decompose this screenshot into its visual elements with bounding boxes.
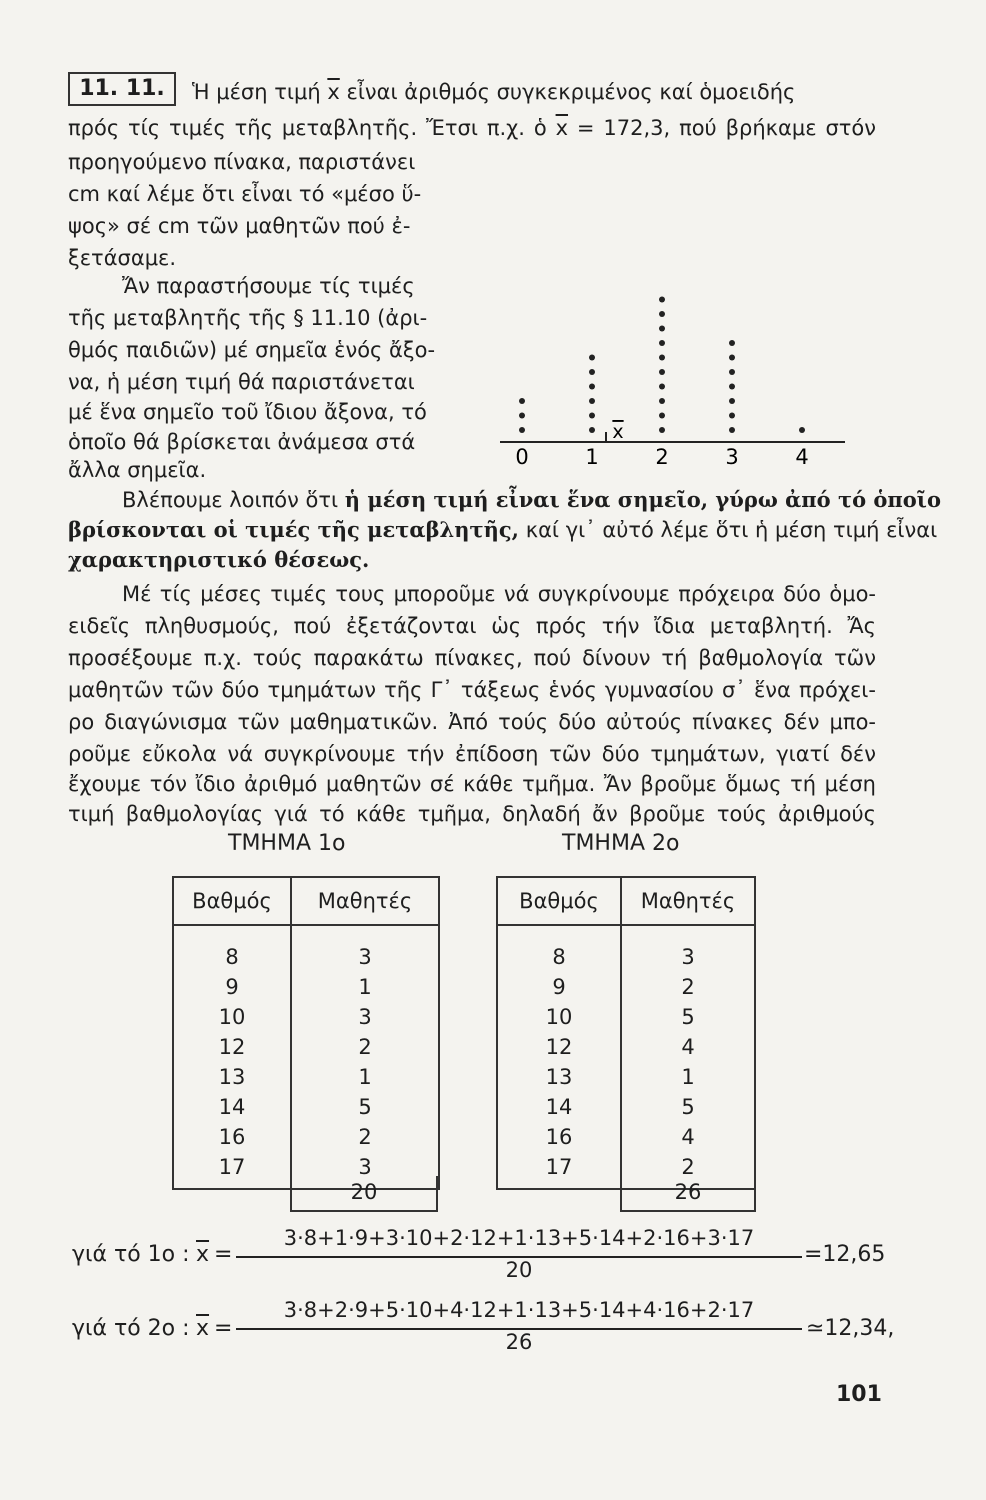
data-dot (659, 384, 665, 390)
grade-cell: 17 (497, 1152, 621, 1189)
formula-1-equals: = (214, 1242, 233, 1267)
col-header-grade: Βαθμός (173, 877, 291, 925)
data-dot (659, 340, 665, 346)
line14-normal: Βλέπουμε λοιπόν ὅτι (122, 488, 339, 512)
axis-tick-label: 0 (515, 445, 529, 469)
table2-total: 26 (620, 1176, 756, 1212)
col-header-students: Μαθητές (291, 877, 439, 925)
grade-cell: 9 (497, 972, 621, 1002)
grade-cell: 9 (173, 972, 291, 1002)
data-dot (729, 340, 735, 346)
formula-2-result: ≃12,34, (806, 1316, 895, 1341)
data-dot (659, 413, 665, 419)
data-dot (729, 384, 735, 390)
grade-cell: 12 (173, 1032, 291, 1062)
intro-line-1 (192, 78, 795, 106)
data-dot (659, 398, 665, 404)
para2-line-6: ροῦμε εὔκολα νά συγκρίνουμε τήν ἐπίδοση τῶν δύο τμημάτων, γιατί δέν (68, 742, 876, 766)
text-line-8: τῆς μεταβλητῆς τῆς § 11.10 (ἀρι- (68, 306, 428, 330)
count-cell: 3 (621, 925, 755, 972)
data-dot (589, 427, 595, 433)
data-dot (659, 311, 665, 317)
para2-line-3: προσέξουμε π.χ. τούς παρακάτω πίνακες, πού δίνουν τή βαθμολογία τῶν (68, 646, 876, 670)
count-cell: 5 (291, 1092, 439, 1122)
formula-1-label: γιά τό 1ο : (72, 1242, 190, 1267)
text-line-14 (122, 486, 941, 514)
data-dot (729, 413, 735, 419)
text-line-7: Ἄν παραστήσουμε τίς τιμές (122, 274, 415, 298)
axis-tick-label: 4 (795, 445, 809, 469)
col-header-students: Μαθητές (621, 877, 755, 925)
text-line-5: ψος» σέ cm τῶν μαθητῶν πού ἐ- (68, 214, 411, 238)
grade-cell: 8 (173, 925, 291, 972)
grade-cell: 14 (173, 1092, 291, 1122)
count-cell: 2 (621, 972, 755, 1002)
text-line-11: μέ ἕνα σημεῖο τοῦ ἴδιου ἄξονα, τό (68, 400, 427, 424)
text-line-6: ξετάσαμε. (68, 246, 177, 270)
count-cell: 1 (291, 972, 439, 1002)
text-line-16: χαρακτηριστικό θέσεως. (68, 547, 370, 572)
formula-1-numerator: 3·8+1·9+3·10+2·12+1·13+5·14+2·16+3·17 (283, 1226, 755, 1250)
formula-2-denominator: 26 (505, 1330, 533, 1354)
grade-cell: 12 (497, 1032, 621, 1062)
text-line-13: ἄλλα σημεῖα. (68, 458, 207, 482)
grade-cell: 17 (173, 1152, 291, 1189)
data-dot (729, 398, 735, 404)
count-cell: 4 (621, 1122, 755, 1152)
data-dot (519, 413, 525, 419)
para2-line-2: ειδεῖς πληθυσμούς, πού ἐξετάζονται ὡς πρός τήν ἴδια μεταβλητή. Ἄς (68, 614, 876, 638)
line14-bold: ἡ μέση τιμή εἶναι ἕνα σημεῖο, γύρω ἀπό τό ὁποῖο (344, 487, 941, 512)
data-dot (519, 427, 525, 433)
grade-cell: 10 (497, 1002, 621, 1032)
formula-1-denominator: 20 (505, 1258, 533, 1282)
formula-2-numerator: 3·8+2·9+5·10+4·12+1·13+5·14+4·16+2·17 (283, 1298, 755, 1322)
data-dot (589, 398, 595, 404)
col-header-grade: Βαθμός (497, 877, 621, 925)
grade-cell: 8 (497, 925, 621, 972)
count-cell: 4 (621, 1032, 755, 1062)
grade-cell: 16 (173, 1122, 291, 1152)
formula-2-label: γιά τό 2ο : (72, 1316, 190, 1341)
text-line-12: ὁποῖο θά βρίσκεται ἀνάμεσα στά (68, 430, 416, 454)
grades-table-1 (172, 876, 440, 1190)
text-line-9: θμός παιδιῶν) μέ σημεῖα ἑνός ἄξο- (68, 338, 436, 362)
formula-2-xbar: $\overline{x}$ (196, 1316, 210, 1341)
page-number: 101 (836, 1382, 882, 1407)
grade-cell: 13 (173, 1062, 291, 1092)
count-cell: 2 (291, 1122, 439, 1152)
mean-symbol-2: $\overline{x}$ (555, 116, 569, 140)
formula-1-xbar: $\overline{x}$ (196, 1242, 210, 1267)
para2-line-4: μαθητῶν τῶν δύο τμημάτων τῆς Γ᾽ τάξεως ἑνός γυμνασίου σ᾽ ἕνα πρόχει- (68, 678, 876, 702)
table2-title: ΤΜΗΜΑ 2ο (562, 831, 680, 856)
formula-2-equals: = (214, 1316, 233, 1341)
para2-line-5: ρο διαγώνισμα τῶν μαθηματικῶν. Ἀπό τούς δύο αὐτούς πίνακες δέν μπο- (68, 710, 876, 734)
table1-title: ΤΜΗΜΑ 1ο (228, 831, 346, 856)
section-number: 11. 11. (68, 72, 176, 106)
text-line-15 (68, 516, 937, 544)
data-dot (519, 398, 525, 404)
data-dot (659, 355, 665, 361)
grade-cell: 16 (497, 1122, 621, 1152)
axis-tick-label: 1 (585, 445, 599, 469)
text-line-4: cm καί λέμε ὅτι εἶναι τό «μέσο ὕ- (68, 182, 422, 206)
intro-line-2b: = 172,3, πού βρήκαμε στόν (576, 116, 876, 140)
count-cell: 1 (291, 1062, 439, 1092)
data-dot (659, 427, 665, 433)
dot-plot (500, 150, 860, 470)
count-cell: 2 (621, 1152, 755, 1189)
data-dot (659, 326, 665, 332)
data-dot (589, 413, 595, 419)
data-dot (729, 355, 735, 361)
grade-cell: 14 (497, 1092, 621, 1122)
line15-bold: βρίσκονται οἱ τιμές τῆς μεταβλητῆς, (68, 517, 519, 542)
grade-cell: 10 (173, 1002, 291, 1032)
intro-text-b: εἶναι ἀριθμός συγκεκριμένος καί ὁμοειδής (346, 80, 796, 104)
count-cell: 3 (291, 1152, 439, 1189)
data-dot (659, 297, 665, 303)
para2-line-8: τιμή βαθμολογίας γιά τό κάθε τμῆμα, δηλαδή ἄν βροῦμε τούς ἀριθμούς (68, 802, 876, 826)
para2-line-1: Μέ τίς μέσες τιμές τους μποροῦμε νά συγκρίνουμε πρόχειρα δύο ὁμο- (122, 582, 876, 606)
mean-label: x (612, 421, 624, 443)
data-dot (659, 369, 665, 375)
mean-symbol: $\overline{x}$ (327, 80, 340, 104)
data-dot (589, 384, 595, 390)
data-dot (589, 355, 595, 361)
text-line-10: να, ἡ μέση τιμή θά παριστάνεται (68, 370, 415, 394)
count-cell: 3 (291, 925, 439, 972)
data-dot (799, 427, 805, 433)
count-cell: 5 (621, 1002, 755, 1032)
formula-1-result: =12,65 (804, 1242, 886, 1267)
count-cell: 2 (291, 1032, 439, 1062)
count-cell: 3 (291, 1002, 439, 1032)
para2-line-7: ἔχουμε τόν ἴδιο ἀριθμό μαθητῶν σέ κάθε τμῆμα. Ἄν βροῦμε ὅμως τή μέση (68, 772, 876, 796)
intro-line-2a: πρός τίς τιμές τῆς μεταβλητῆς. Ἔτσι π.χ. ὁ (68, 116, 547, 140)
intro-line-2 (68, 114, 876, 142)
text-line-3: προηγούμενο πίνακα, παριστάνει (68, 150, 416, 174)
grades-table-2 (496, 876, 756, 1190)
count-cell: 5 (621, 1092, 755, 1122)
table1-total: 20 (290, 1176, 438, 1212)
line15-normal: καί γι᾽ αὐτό λέμε ὅτι ἡ μέση τιμή εἶναι (525, 518, 938, 542)
data-dot (589, 369, 595, 375)
intro-text-a: Ἡ μέση τιμή (192, 80, 321, 104)
data-dot (729, 427, 735, 433)
count-cell: 1 (621, 1062, 755, 1092)
axis-tick-label: 2 (655, 445, 669, 469)
grade-cell: 13 (497, 1062, 621, 1092)
axis-tick-label: 3 (725, 445, 739, 469)
data-dot (729, 369, 735, 375)
